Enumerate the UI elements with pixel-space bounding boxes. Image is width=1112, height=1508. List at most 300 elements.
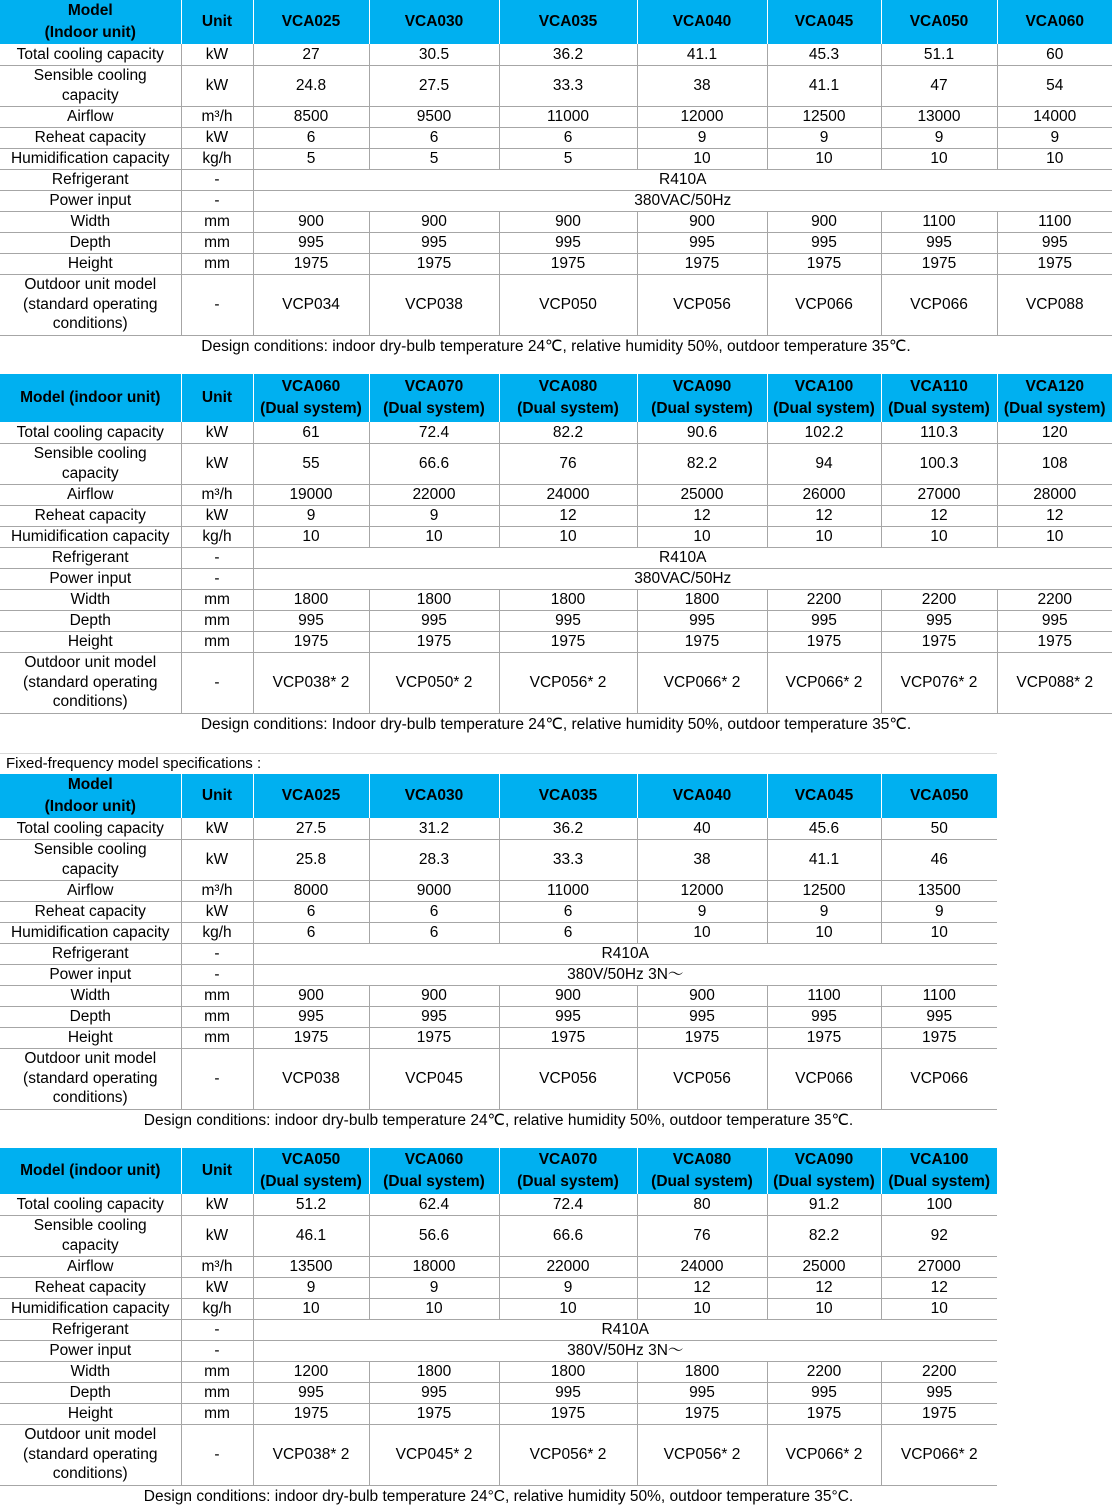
value-cell: 10 — [881, 148, 997, 169]
value-cell: 22000 — [499, 1256, 637, 1277]
value-cell: 995 — [369, 1006, 499, 1027]
row-depth — [0, 610, 1112, 631]
value-cell: 38 — [637, 839, 767, 880]
header-model-name: VCA060 — [997, 0, 1112, 44]
row-height — [0, 253, 1112, 274]
row-power-input — [0, 1340, 997, 1361]
value-cell: 995 — [253, 1382, 369, 1403]
row-height — [0, 631, 1112, 652]
value-cell: 1800 — [637, 1361, 767, 1382]
value-cell: 13500 — [253, 1256, 369, 1277]
value-cell: 1975 — [997, 631, 1112, 652]
row-label: Height — [0, 1027, 181, 1048]
value-cell: 6 — [499, 922, 637, 943]
row-refrigerant — [0, 169, 1112, 190]
value-cell: 9000 — [369, 880, 499, 901]
value-cell: 12 — [997, 505, 1112, 526]
value-cell: VCP066* 2 — [637, 652, 767, 713]
value-cell: 1800 — [369, 589, 499, 610]
row-height — [0, 1027, 997, 1048]
header-model-name: VCA050 — [881, 774, 997, 818]
row-label: Reheat capacity — [0, 505, 181, 526]
value-cell: 100.3 — [881, 443, 997, 484]
value-cell: 36.2 — [499, 818, 637, 839]
value-cell: 10 — [767, 526, 881, 547]
value-cell: 995 — [767, 610, 881, 631]
row-label: Depth — [0, 1006, 181, 1027]
unit-cell: mm — [181, 1027, 253, 1048]
value-cell: 2200 — [767, 1361, 881, 1382]
row-outdoor-unit — [0, 274, 1112, 335]
header-model-name: VCA080 (Dual system) — [637, 1148, 767, 1194]
value-cell: 1975 — [637, 631, 767, 652]
header-model-name: VCA100 (Dual system) — [767, 374, 881, 422]
value-cell: 900 — [767, 211, 881, 232]
value-cell: VCP038 — [369, 274, 499, 335]
value-cell: 995 — [369, 610, 499, 631]
value-cell: 108 — [997, 443, 1112, 484]
row-humidification — [0, 1298, 997, 1319]
value-cell: 9 — [253, 505, 369, 526]
row-depth — [0, 1006, 997, 1027]
unit-cell: mm — [181, 610, 253, 631]
row-sensible-cooling — [0, 65, 1112, 106]
row-label: Width — [0, 211, 181, 232]
header-model-name: VCA110 (Dual system) — [881, 374, 997, 422]
value-cell: VCP066 — [881, 1048, 997, 1109]
value-cell: VCP050 — [499, 274, 637, 335]
value-cell: 12 — [637, 1277, 767, 1298]
value-cell: 1975 — [767, 631, 881, 652]
value-cell: 9 — [997, 127, 1112, 148]
value-cell: 27.5 — [369, 65, 499, 106]
row-refrigerant — [0, 1319, 997, 1340]
header-unit: Unit — [181, 774, 253, 818]
value-cell: 31.2 — [369, 818, 499, 839]
value-cell: 995 — [881, 232, 997, 253]
value-cell: 1975 — [253, 253, 369, 274]
row-label: Refrigerant — [0, 547, 181, 568]
unit-cell: mm — [181, 1006, 253, 1027]
unit-cell: - — [181, 169, 253, 190]
value-cell: VCP045 — [369, 1048, 499, 1109]
value-cell: VCP034 — [253, 274, 369, 335]
value-cell: 2200 — [997, 589, 1112, 610]
unit-cell: kW — [181, 1277, 253, 1298]
value-cell: 1975 — [881, 1403, 997, 1424]
value-cell: 40 — [637, 818, 767, 839]
value-cell: 25000 — [767, 1256, 881, 1277]
value-cell: 9 — [253, 1277, 369, 1298]
value-cell: 1200 — [253, 1361, 369, 1382]
row-total-cooling — [0, 422, 1112, 443]
row-height — [0, 1403, 997, 1424]
value-cell: 9 — [369, 1277, 499, 1298]
row-label: Outdoor unit model (standard operating conditions) — [0, 1048, 181, 1109]
value-cell: 11000 — [499, 106, 637, 127]
value-cell: 92 — [881, 1215, 997, 1256]
header-model-name: VCA060 (Dual system) — [253, 374, 369, 422]
value-cell: 51.1 — [881, 44, 997, 65]
value-cell: 10 — [881, 922, 997, 943]
value-cell: 33.3 — [499, 65, 637, 106]
unit-cell: kW — [181, 422, 253, 443]
value-cell: 24000 — [499, 484, 637, 505]
value-cell: 41.1 — [637, 44, 767, 65]
row-label: Sensible cooling capacity — [0, 65, 181, 106]
row-total-cooling — [0, 1194, 997, 1215]
value-cell: 12500 — [767, 880, 881, 901]
value-cell: 6 — [369, 922, 499, 943]
value-cell: 55 — [253, 443, 369, 484]
value-cell: 5 — [253, 148, 369, 169]
value-cell: 900 — [253, 985, 369, 1006]
row-label: Sensible cooling capacity — [0, 443, 181, 484]
row-airflow — [0, 106, 1112, 127]
header-model-name: VCA045 — [767, 0, 881, 44]
row-label: Power input — [0, 190, 181, 211]
value-cell: 9 — [881, 901, 997, 922]
value-cell: 6 — [253, 127, 369, 148]
value-cell: 10 — [637, 148, 767, 169]
value-cell: 1975 — [881, 253, 997, 274]
row-label: Total cooling capacity — [0, 422, 181, 443]
value-cell: 995 — [997, 610, 1112, 631]
unit-cell: mm — [181, 253, 253, 274]
unit-cell: - — [181, 943, 253, 964]
value-cell: 1975 — [369, 1027, 499, 1048]
value-cell: 1800 — [253, 589, 369, 610]
value-cell: 5 — [369, 148, 499, 169]
value-cell: 12000 — [637, 880, 767, 901]
value-cell: 1975 — [499, 253, 637, 274]
value-cell: VCP066 — [767, 1048, 881, 1109]
value-cell: 56.6 — [369, 1215, 499, 1256]
row-reheat — [0, 901, 997, 922]
value-cell: VCP038* 2 — [253, 652, 369, 713]
row-sensible-cooling — [0, 1215, 997, 1256]
value-cell: 1975 — [767, 253, 881, 274]
unit-cell: kW — [181, 1215, 253, 1256]
row-label: Depth — [0, 232, 181, 253]
unit-cell: kg/h — [181, 148, 253, 169]
value-cell: 900 — [253, 211, 369, 232]
value-cell: 60 — [997, 44, 1112, 65]
value-cell: 22000 — [369, 484, 499, 505]
header-model-name: VCA030 — [369, 0, 499, 44]
value-cell: 1975 — [253, 1403, 369, 1424]
value-cell: 90.6 — [637, 422, 767, 443]
row-width — [0, 211, 1112, 232]
value-cell: 1100 — [767, 985, 881, 1006]
value-cell: 1975 — [637, 1027, 767, 1048]
row-label: Humidification capacity — [0, 922, 181, 943]
value-cell: 72.4 — [369, 422, 499, 443]
value-cell: VCP088 — [997, 274, 1112, 335]
row-label: Height — [0, 1403, 181, 1424]
value-cell: 995 — [637, 1006, 767, 1027]
value-cell: 995 — [881, 1382, 997, 1403]
design-conditions-note: Design conditions: indoor dry-bulb temperature 24℃, relative humidity 50%, outdoor temperature 35℃. — [201, 337, 911, 355]
unit-cell: - — [181, 1319, 253, 1340]
value-cell: 1975 — [881, 1027, 997, 1048]
value-cell: 995 — [767, 1382, 881, 1403]
unit-cell: mm — [181, 1361, 253, 1382]
value-cell: 10 — [881, 1298, 997, 1319]
row-label: Width — [0, 1361, 181, 1382]
value-cell: VCP066 — [767, 274, 881, 335]
row-label: Total cooling capacity — [0, 1194, 181, 1215]
value-cell: 995 — [637, 232, 767, 253]
value-cell: 1100 — [881, 211, 997, 232]
value-cell: 45.3 — [767, 44, 881, 65]
value-cell: 12 — [767, 505, 881, 526]
unit-cell: - — [181, 568, 253, 589]
unit-cell: mm — [181, 631, 253, 652]
value-cell: 13500 — [881, 880, 997, 901]
value-cell: 41.1 — [767, 839, 881, 880]
row-reheat — [0, 505, 1112, 526]
value-cell: 12 — [499, 505, 637, 526]
value-cell: 9 — [767, 127, 881, 148]
value-cell: 10 — [997, 148, 1112, 169]
value-cell: 10 — [499, 1298, 637, 1319]
value-cell: 995 — [499, 610, 637, 631]
design-conditions-note: Design conditions: indoor dry-bulb temperature 24°C, relative humidity 50%, outdoor temperature 35°C. — [143, 1487, 854, 1505]
value-cell: 9 — [637, 901, 767, 922]
header-model-name: VCA030 — [369, 774, 499, 818]
spec-table-3 — [0, 774, 997, 1131]
value-cell: 33.3 — [499, 839, 637, 880]
section-divider — [0, 753, 997, 754]
value-cell: 24000 — [637, 1256, 767, 1277]
value-cell: 25000 — [637, 484, 767, 505]
row-label: Airflow — [0, 106, 181, 127]
value-cell: 47 — [881, 65, 997, 106]
row-label: Airflow — [0, 484, 181, 505]
merged-value-cell: 380V/50Hz 3N～ — [253, 964, 997, 985]
value-cell: 9 — [369, 505, 499, 526]
value-cell: 76 — [499, 443, 637, 484]
row-label: Height — [0, 631, 181, 652]
value-cell: 995 — [253, 1006, 369, 1027]
unit-cell: kW — [181, 127, 253, 148]
header-model-name: VCA025 — [253, 774, 369, 818]
row-width — [0, 985, 997, 1006]
unit-cell: mm — [181, 1403, 253, 1424]
value-cell: 10 — [637, 526, 767, 547]
value-cell: 995 — [637, 1382, 767, 1403]
row-label: Humidification capacity — [0, 148, 181, 169]
value-cell: 900 — [637, 985, 767, 1006]
row-label: Reheat capacity — [0, 901, 181, 922]
unit-cell: mm — [181, 985, 253, 1006]
value-cell: 8000 — [253, 880, 369, 901]
value-cell: 13000 — [881, 106, 997, 127]
unit-cell: kW — [181, 1194, 253, 1215]
merged-value-cell: 380V/50Hz 3N～ — [253, 1340, 997, 1361]
value-cell: VCP050* 2 — [369, 652, 499, 713]
value-cell: 6 — [499, 901, 637, 922]
value-cell: 45.6 — [767, 818, 881, 839]
value-cell: 27 — [253, 44, 369, 65]
row-total-cooling — [0, 44, 1112, 65]
header-model-name: VCA040 — [637, 0, 767, 44]
value-cell: 1975 — [253, 631, 369, 652]
value-cell: 9500 — [369, 106, 499, 127]
value-cell: 46.1 — [253, 1215, 369, 1256]
unit-cell: kW — [181, 901, 253, 922]
unit-cell: mm — [181, 232, 253, 253]
value-cell: 995 — [499, 1006, 637, 1027]
value-cell: VCP066* 2 — [767, 1424, 881, 1485]
value-cell: 46 — [881, 839, 997, 880]
value-cell: VCP056 — [499, 1048, 637, 1109]
value-cell: 100 — [881, 1194, 997, 1215]
header-unit: Unit — [181, 374, 253, 422]
value-cell: 26000 — [767, 484, 881, 505]
value-cell: 10 — [637, 922, 767, 943]
value-cell: 27000 — [881, 484, 997, 505]
merged-value-cell: R410A — [253, 943, 997, 964]
row-label: Power input — [0, 964, 181, 985]
value-cell: 76 — [637, 1215, 767, 1256]
value-cell: 54 — [997, 65, 1112, 106]
unit-cell: - — [181, 652, 253, 713]
value-cell: 91.2 — [767, 1194, 881, 1215]
header-unit: Unit — [181, 1148, 253, 1194]
value-cell: 1975 — [369, 1403, 499, 1424]
row-label: Humidification capacity — [0, 526, 181, 547]
unit-cell: kW — [181, 818, 253, 839]
value-cell: 6 — [369, 901, 499, 922]
unit-cell: - — [181, 547, 253, 568]
row-label: Outdoor unit model (standard operating conditions) — [0, 652, 181, 713]
design-conditions-note: Design conditions: Indoor dry-bulb temperature 24℃, relative humidity 50%, outdoor temperature 35℃. — [200, 715, 912, 733]
value-cell: VCP056 — [637, 274, 767, 335]
row-label: Depth — [0, 610, 181, 631]
value-cell: 1975 — [767, 1403, 881, 1424]
row-humidification — [0, 148, 1112, 169]
value-cell: 995 — [637, 610, 767, 631]
row-label: Sensible cooling capacity — [0, 1215, 181, 1256]
unit-cell: mm — [181, 589, 253, 610]
value-cell: 72.4 — [499, 1194, 637, 1215]
value-cell: 10 — [253, 526, 369, 547]
spec-table-1 — [0, 0, 1112, 357]
value-cell: 62.4 — [369, 1194, 499, 1215]
value-cell: 94 — [767, 443, 881, 484]
header-model-name: VCA035 — [499, 774, 637, 818]
value-cell: 9 — [767, 901, 881, 922]
value-cell: 1975 — [637, 1403, 767, 1424]
row-power-input — [0, 190, 1112, 211]
row-outdoor-unit — [0, 1048, 997, 1109]
value-cell: 1100 — [997, 211, 1112, 232]
row-power-input — [0, 568, 1112, 589]
unit-cell: m³/h — [181, 484, 253, 505]
value-cell: 82.2 — [499, 422, 637, 443]
value-cell: VCP038 — [253, 1048, 369, 1109]
row-label: Height — [0, 253, 181, 274]
row-label: Refrigerant — [0, 169, 181, 190]
value-cell: 102.2 — [767, 422, 881, 443]
value-cell: 1975 — [637, 253, 767, 274]
value-cell: 66.6 — [499, 1215, 637, 1256]
header-model-name: VCA120 (Dual system) — [997, 374, 1112, 422]
row-label: Refrigerant — [0, 943, 181, 964]
value-cell: 24.8 — [253, 65, 369, 106]
header-model-name: VCA040 — [637, 774, 767, 818]
header-model-name: VCA035 — [499, 0, 637, 44]
row-outdoor-unit — [0, 652, 1112, 713]
value-cell: 995 — [881, 1006, 997, 1027]
value-cell: 10 — [253, 1298, 369, 1319]
unit-cell: kW — [181, 65, 253, 106]
header-model-name: VCA070 (Dual system) — [499, 1148, 637, 1194]
value-cell: 50 — [881, 818, 997, 839]
row-depth — [0, 232, 1112, 253]
header-model-name: VCA060 (Dual system) — [369, 1148, 499, 1194]
spec-table-4 — [0, 1148, 997, 1507]
unit-cell: m³/h — [181, 1256, 253, 1277]
header-model-name: VCA100 (Dual system) — [881, 1148, 997, 1194]
header-model-name: VCA080 (Dual system) — [499, 374, 637, 422]
value-cell: 80 — [637, 1194, 767, 1215]
value-cell: 10 — [637, 1298, 767, 1319]
value-cell: 1975 — [369, 253, 499, 274]
value-cell: 995 — [253, 232, 369, 253]
value-cell: VCP056* 2 — [499, 1424, 637, 1485]
value-cell: 38 — [637, 65, 767, 106]
value-cell: 2200 — [881, 1361, 997, 1382]
header-model-name: VCA090 (Dual system) — [767, 1148, 881, 1194]
header-model: Model (Indoor unit) — [0, 774, 181, 818]
value-cell: 10 — [369, 526, 499, 547]
value-cell: 1800 — [499, 1361, 637, 1382]
header-model-name: VCA090 (Dual system) — [637, 374, 767, 422]
value-cell: 995 — [499, 1382, 637, 1403]
value-cell: 18000 — [369, 1256, 499, 1277]
header-model-name: VCA045 — [767, 774, 881, 818]
row-humidification — [0, 526, 1112, 547]
row-label: Airflow — [0, 1256, 181, 1277]
value-cell: 110.3 — [881, 422, 997, 443]
value-cell: 9 — [637, 127, 767, 148]
design-conditions-note: Design conditions: indoor dry-bulb temperature 24℃, relative humidity 50%, outdoor temperature 35℃. — [143, 1111, 854, 1129]
value-cell: 995 — [997, 232, 1112, 253]
header-model-name: VCA025 — [253, 0, 369, 44]
row-label: Outdoor unit model (standard operating conditions) — [0, 274, 181, 335]
value-cell: VCP076* 2 — [881, 652, 997, 713]
value-cell: 1100 — [881, 985, 997, 1006]
value-cell: 12 — [881, 505, 997, 526]
value-cell: 51.2 — [253, 1194, 369, 1215]
row-label: Humidification capacity — [0, 1298, 181, 1319]
value-cell: 12 — [767, 1277, 881, 1298]
value-cell: 28000 — [997, 484, 1112, 505]
spec-table-2 — [0, 374, 1112, 735]
row-label: Power input — [0, 1340, 181, 1361]
row-reheat — [0, 127, 1112, 148]
row-label: Width — [0, 985, 181, 1006]
row-airflow — [0, 484, 1112, 505]
value-cell: 995 — [767, 232, 881, 253]
row-label: Outdoor unit model (standard operating conditions) — [0, 1424, 181, 1485]
row-sensible-cooling — [0, 839, 997, 880]
value-cell: 9 — [881, 127, 997, 148]
unit-cell: - — [181, 274, 253, 335]
